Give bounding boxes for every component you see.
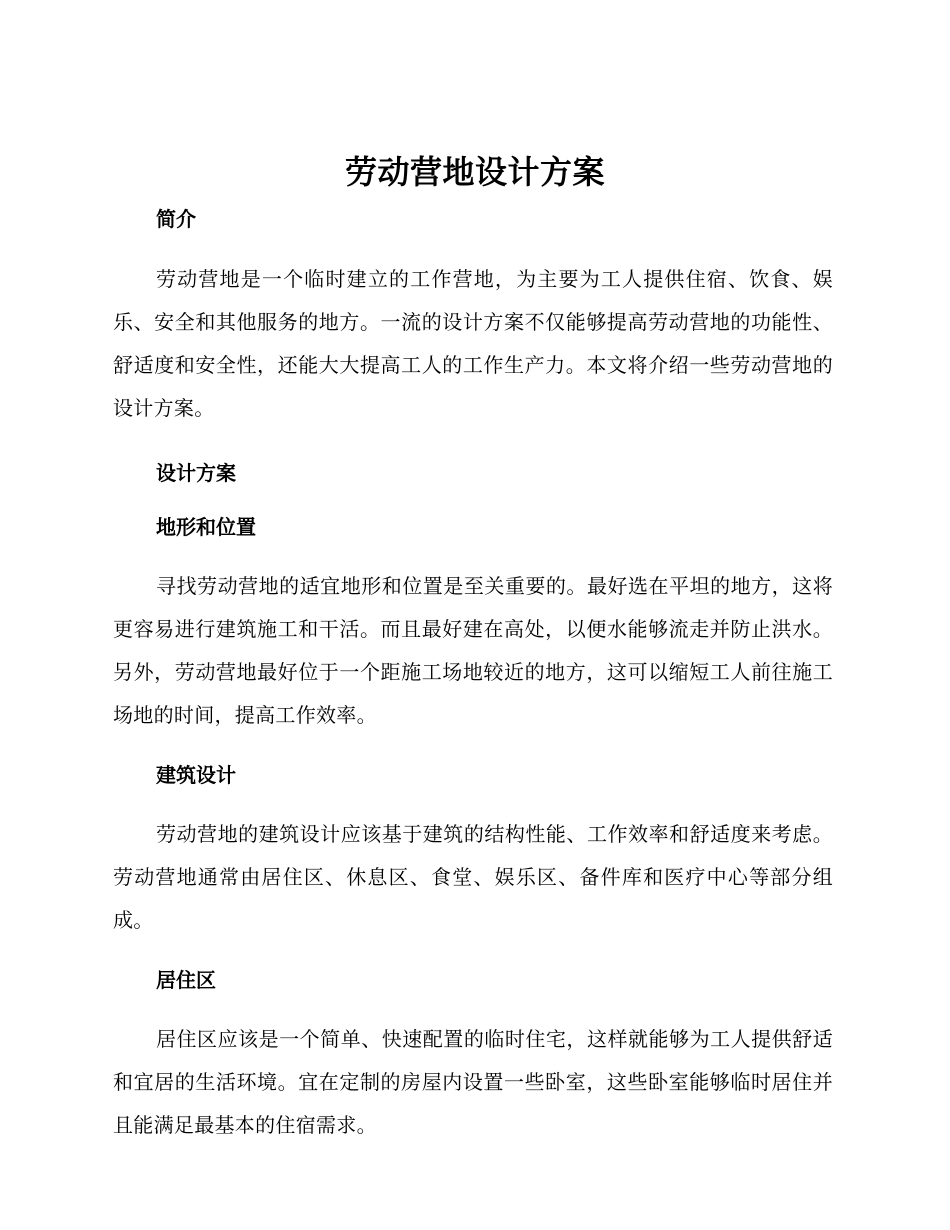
paragraph-living-area: 居住区应该是一个简单、快速配置的临时住宅，这样就能够为工人提供舒适和宜居的生活环境。宜在定制的房屋内设置一些卧室，这些卧室能够临时居住并且能满足最基本的住宿需求。 [113,1027,833,1137]
paragraph-architecture-design: 劳动营地的建筑设计应该基于建筑的结构性能、工作效率和舒适度来考虑。劳动营地通常由居住区、休息区、食堂、娱乐区、备件库和医疗中心等部分组成。 [113,822,833,932]
paragraph-terrain-location: 寻找劳动营地的适宜地形和位置是至关重要的。最好选在平坦的地方，这将更容易进行建筑施工和干活。而且最好建在高处，以便水能够流走并防止洪水。另外，劳动营地最好位于一个距施工场地较近的地方，这可以缩短工人前往施工场地的时间，提高工作效率。 [113,574,833,727]
heading-living-area: 居住区 [156,968,216,992]
document-title: 劳动营地设计方案 [344,153,605,191]
heading-design-plan: 设计方案 [156,461,236,485]
heading-architecture-design: 建筑设计 [156,763,236,787]
heading-intro: 简介 [156,207,196,231]
document-body [113,203,833,1147]
paragraph-intro: 劳动营地是一个临时建立的工作营地，为主要为工人提供住宿、饮食、娱乐、安全和其他服务的地方。一流的设计方案不仅能够提高劳动营地的功能性、舒适度和安全性，还能大大提高工人的工作生产力。本文将介绍一些劳动营地的设计方案。 [113,267,833,420]
heading-terrain-location: 地形和位置 [156,515,256,539]
